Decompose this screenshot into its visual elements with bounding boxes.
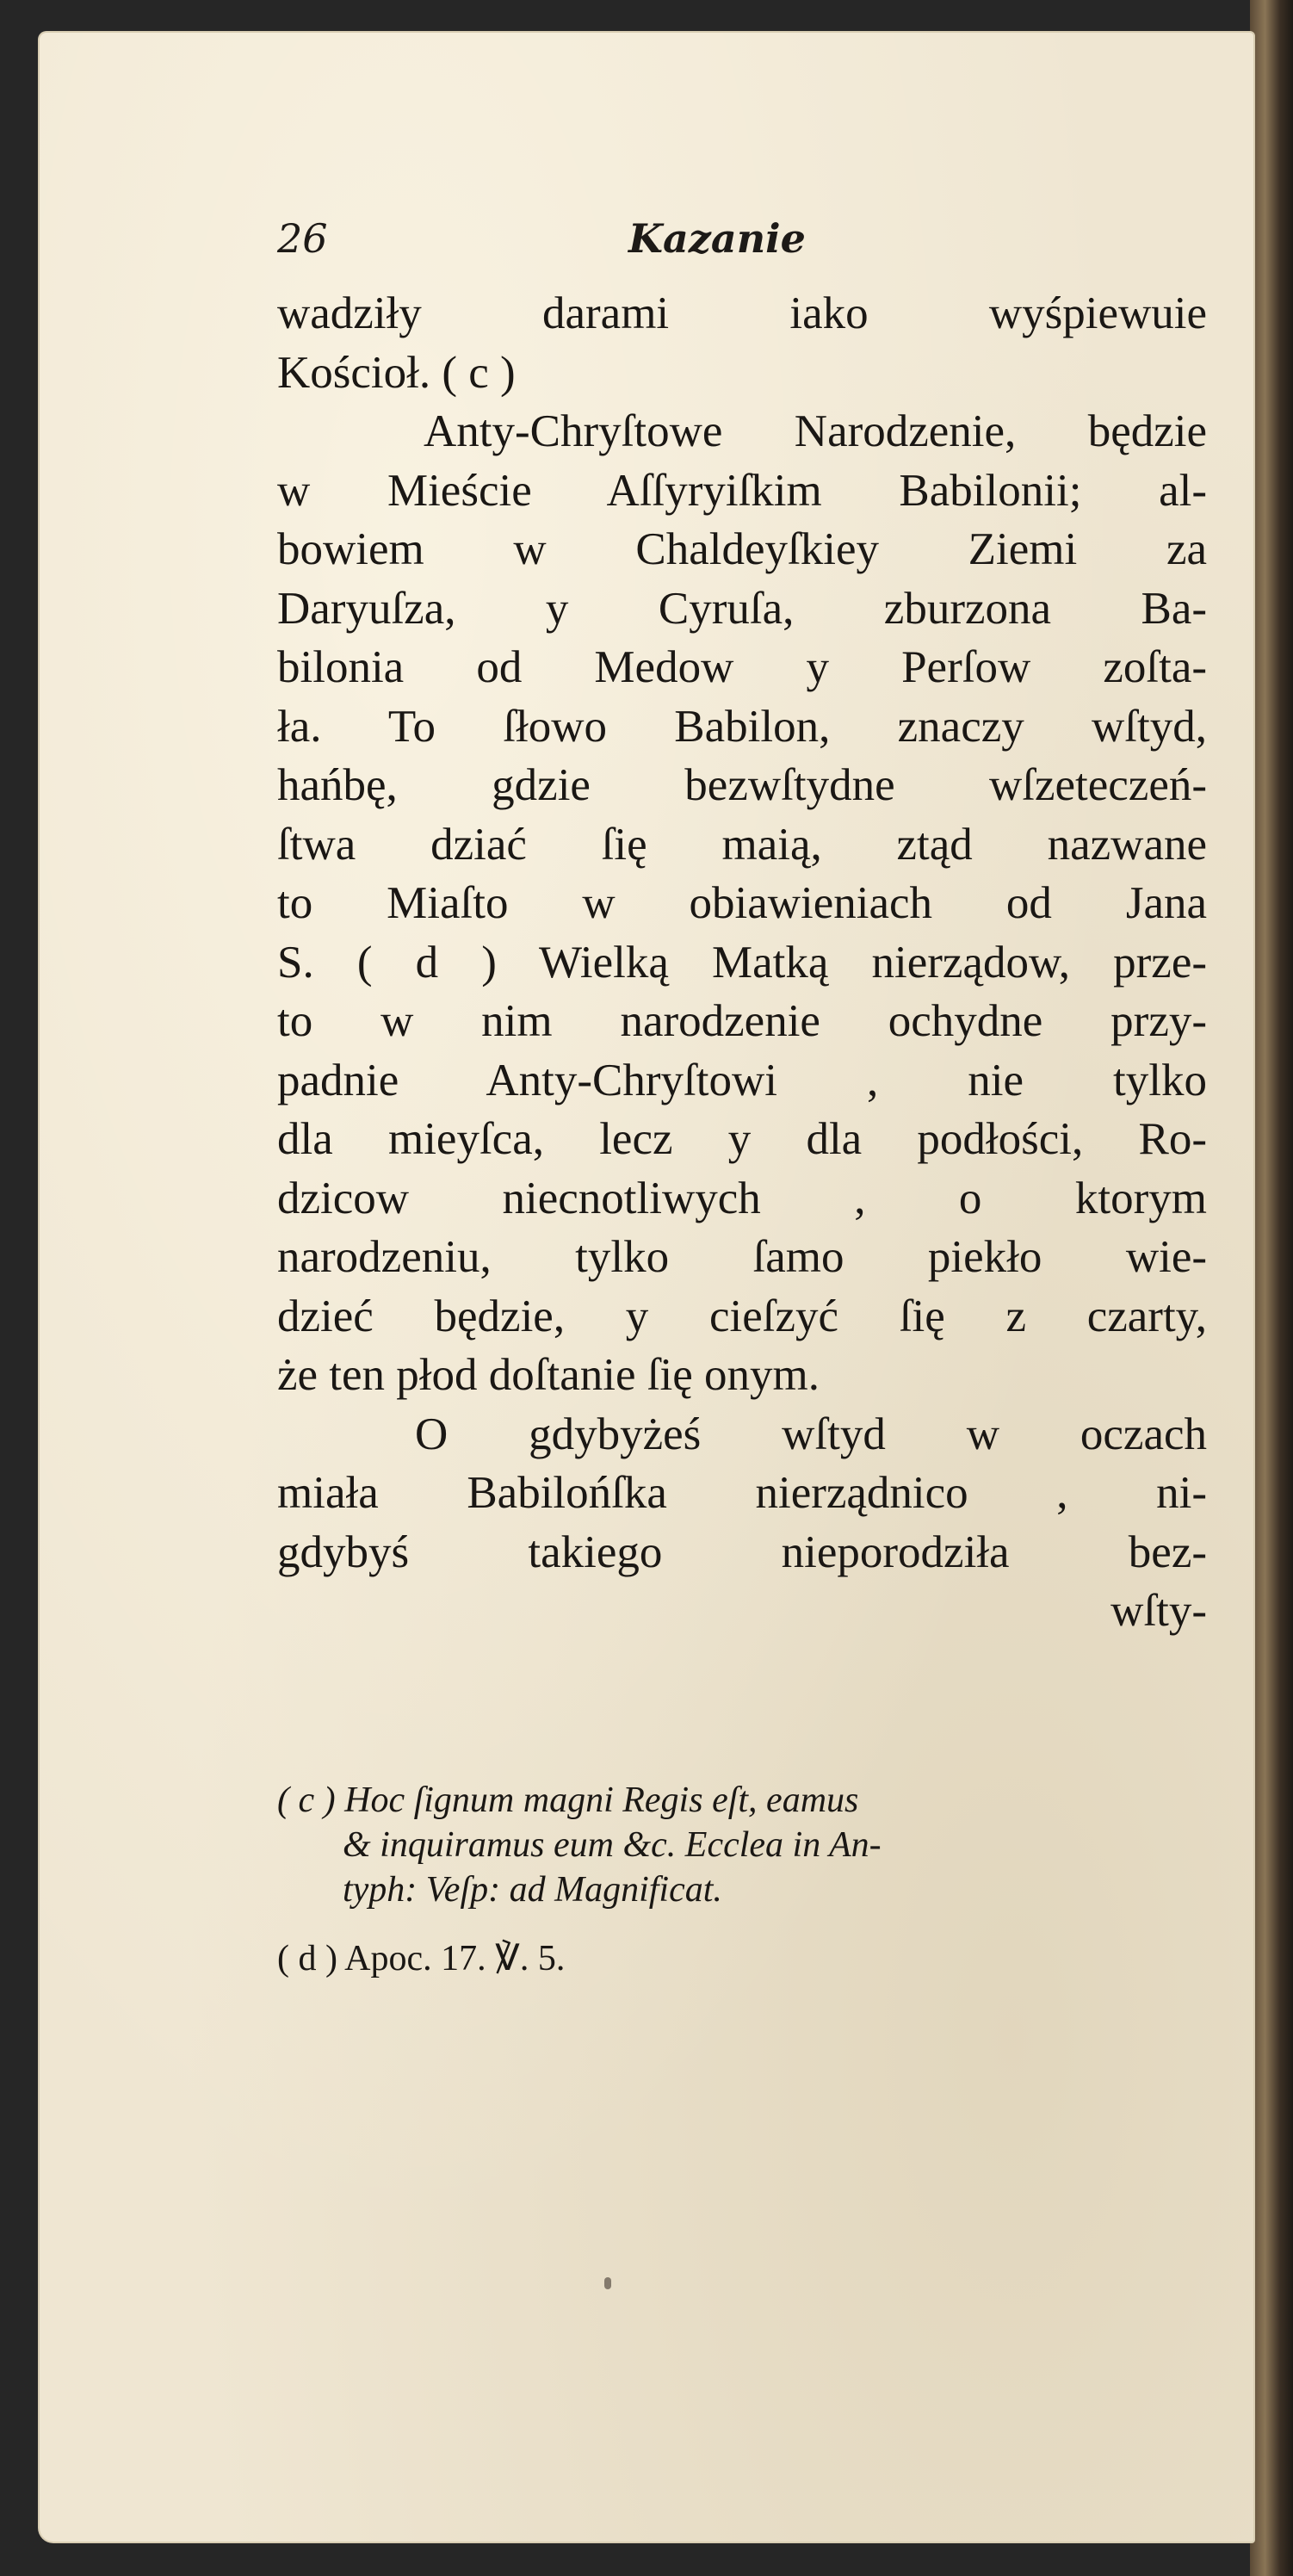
- footnote-d: ( d ) Apoc. 17. ℣. 5.: [277, 1939, 566, 1978]
- page-number: 26: [277, 215, 328, 262]
- text-line: to w nim narodzenie ochydne przy-: [277, 996, 1207, 1046]
- text-line: bowiem w Chaldeyſkiey Ziemi za: [277, 524, 1207, 574]
- text-line: dla mieyſca, lecz y dla podłości, Ro-: [277, 1114, 1207, 1164]
- book-spine-edge: [1250, 0, 1293, 2576]
- body-text: [277, 284, 1207, 1641]
- footnote-c-continued: typh: Veſp: ad Magnificat.: [343, 1870, 722, 1910]
- text-line: to Miaſto w obiawieniach od Jana: [277, 878, 1207, 928]
- footnote-c-continued: & inquiramus eum &c. Ecclea in An-: [343, 1825, 882, 1865]
- text-line: narodzeniu, tylko ſamo piekło wie-: [277, 1232, 1207, 1282]
- ink-speck: [604, 2277, 611, 2289]
- text-line: S. ( d ) Wielką Matką nierządow, prze-: [277, 937, 1207, 988]
- text-line: że ten płod doſtanie ſię onym.: [277, 1350, 820, 1400]
- text-line: bilonia od Medow y Perſow zoſta-: [277, 642, 1207, 692]
- catchword: wſty-: [1110, 1586, 1207, 1636]
- text-line: Anty-Chryſtowe Narodzenie, będzie: [424, 406, 1207, 456]
- running-head-title: Kazanie: [628, 215, 806, 262]
- footnote-c: ( c ) Hoc ſignum magni Regis eſt, eamus: [277, 1780, 859, 1820]
- footnote-spacer: [277, 1912, 1207, 1936]
- text-line: wadziły darami iako wyśpiewuie: [277, 288, 1207, 338]
- text-line: gdybyś takiego nieporodziła bez-: [277, 1526, 1207, 1577]
- text-line: ła. To ſłowo Babilon, znaczy wſtyd,: [277, 701, 1207, 752]
- text-line: ſtwa dziać ſię maią, ztąd nazwane: [277, 819, 1207, 870]
- text-line: padnie Anty-Chryſtowi , nie tylko: [277, 1055, 1207, 1105]
- text-line: Kościoł. ( c ): [277, 347, 516, 398]
- running-head: [277, 215, 1207, 276]
- text-line: hańbę, gdzie bezwſtydne wſzeteczeń-: [277, 760, 1207, 810]
- text-line: O gdybyżeś wſtyd w oczach: [415, 1409, 1207, 1459]
- text-line: dzieć będzie, y cieſzyć ſię z czarty,: [277, 1291, 1207, 1341]
- text-line: w Mieście Aſſyryiſkim Babilonii; al-: [277, 465, 1207, 516]
- footnotes: [277, 1778, 1207, 1981]
- text-line: miała Babilońſka nierządnico , ni-: [277, 1468, 1207, 1518]
- text-line: dzicow niecnotliwych , o ktorym: [277, 1173, 1207, 1223]
- text-line: Daryuſza, y Cyruſa, zburzona Ba-: [277, 583, 1207, 634]
